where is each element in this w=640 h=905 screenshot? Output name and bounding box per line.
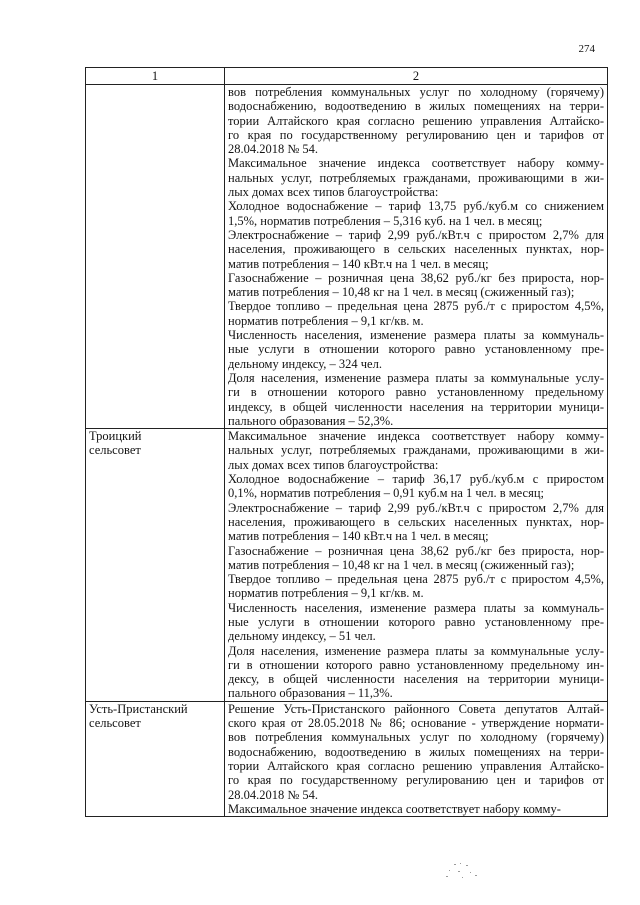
text-line: Холодное водоснабжение – тариф 13,75 руб./куб.м со снижением [228,199,604,214]
region-name-line: Троицкий [89,429,142,444]
text-line: Газоснабжение – розничная цена 38,62 руб./кг без прироста, нор- [228,543,604,558]
column-header-1: 1 [86,68,225,85]
text-line: дельному индексу, – 51 чел. [228,629,376,644]
text-line: го края по государственному регулированию цен и тарифов от [228,773,604,788]
region-cell [86,701,225,816]
data-table [85,67,608,817]
text-line: пального образования – 52,3%. [228,413,394,428]
paragraph [228,156,604,199]
text-line: Газоснабжение – розничная цена 38,62 руб./кг без прироста, нор- [228,270,604,285]
text-line: матив потребления – 140 кВт.ч на 1 чел. в месяц; [228,256,489,271]
text-line: ского края от 28.05.2018 № 86; основание - утверждение нормати- [228,716,604,731]
paragraph [228,271,604,300]
text-line: Электроснабжение – тариф 2,99 руб./кВт.ч с приростом 2,7% для [228,500,604,515]
region-cell [86,85,225,429]
text-line: ги в отношении которого равно установленному предельному ин- [228,657,604,672]
paragraph [228,371,604,428]
text-line: 28.04.2018 № 54. [228,787,319,802]
text-line: матив потребления – 10,48 кг на 1 чел. в месяц (сжиженный газ); [228,285,575,300]
text-line: норматив потребления – 9,1 кг/кв. м. [228,586,424,601]
text-line: 0,1%, норматив потребления – 0,91 куб.м на 1 чел. в месяц; [228,486,544,501]
region-name-line: сельсовет [89,716,141,731]
region-cell [86,429,225,702]
text-line: водоснабжению, водоотведению в жилых помещениях на терри- [228,744,604,759]
text-line: Численность населения, изменение размера платы за коммуналь- [228,600,604,615]
table-body [86,85,608,817]
scan-artifact-marks [440,862,500,882]
text-line: пального образования – 11,3%. [228,686,393,701]
table-header-row [86,68,608,85]
page-number: 274 [578,43,595,55]
paragraph [228,644,604,701]
text-line: Решение Усть-Пристанского районного Совета депутатов Алтай- [228,701,604,716]
paragraph [228,328,604,371]
text-line: индексу, в общей численности населения на территории муници- [228,399,604,414]
text-line: нальных услуг, потребляемых гражданами, проживающими в жи- [228,170,604,185]
table-row [86,429,608,702]
text-line: Максимальное значение индекса соответствует набору комму- [228,801,561,816]
text-line: 1,5%, норматив потребления – 5,316 куб. на 1 чел. в месяц; [228,213,543,228]
text-line: Твердое топливо – предельная цена 2875 руб./т с приростом 4,5%, [228,572,604,587]
paragraph [228,472,604,501]
paragraph [228,501,604,544]
paragraph [228,228,604,271]
text-line: вов потребления коммунальных услуг по холодному (горячему) [228,85,604,99]
text-line: дельному индексу, – 324 чел. [228,356,382,371]
text-line: матив потребления – 140 кВт.ч на 1 чел. в месяц; [228,529,489,544]
text-line: ги в отношении которого равно установленному предельному [228,385,604,400]
text-line: Твердое топливо – предельная цена 2875 руб./т с приростом 4,5%, [228,299,604,314]
text-line: населения, проживающего в сельских населенных пунктах, нор- [228,514,604,529]
text-line: Доля населения, изменение размера платы за коммунальные услу- [228,643,604,658]
paragraph [228,429,604,472]
text-line: нальных услуг, потребляемых гражданами, проживающими в жи- [228,443,604,458]
text-line: лых домах всех типов благоустройства: [228,457,439,472]
text-line: тории Алтайского края согласно решению управления Алтайско- [228,113,604,128]
text-line: вов потребления коммунальных услуг по холодному (горячему) [228,730,604,745]
text-line: водоснабжению, водоотведению в жилых помещениях на терри- [228,99,604,114]
description-cell [225,85,608,429]
text-line: 28.04.2018 № 54. [228,142,319,157]
text-line: матив потребления – 10,48 кг на 1 чел. в месяц (сжиженный газ); [228,557,575,572]
text-line: Холодное водоснабжение – тариф 36,17 руб./куб.м с приростом [228,472,604,487]
text-line: го края по государственному регулированию цен и тарифов от [228,127,604,142]
description-cell [225,429,608,702]
text-line: Доля населения, изменение размера платы за коммунальные услу- [228,370,604,385]
description-cell [225,701,608,816]
paragraph [228,544,604,573]
region-name-line: Усть-Пристанский [89,701,188,716]
text-line: ные услуги в отношении которого равно установленному пре- [228,614,604,629]
table-row [86,701,608,816]
paragraph [228,199,604,228]
text-line: Максимальное значение индекса соответствует набору комму- [228,429,604,444]
paragraph [228,702,604,802]
text-line: норматив потребления – 9,1 кг/кв. м. [228,313,424,328]
text-line: Численность населения, изменение размера платы за коммуналь- [228,328,604,343]
text-line: тории Алтайского края согласно решению управления Алтайско- [228,758,604,773]
text-line: дексу, в общей численности населения на территории муници- [228,672,604,687]
paragraph [228,572,604,601]
paragraph [228,85,604,156]
paragraph [228,299,604,328]
column-header-2: 2 [225,68,608,85]
paragraph [228,601,604,644]
table-row [86,85,608,429]
text-line: лых домах всех типов благоустройства: [228,185,439,200]
text-line: ные услуги в отношении которого равно установленному пре- [228,342,604,357]
text-line: населения, проживающего в сельских населенных пунктах, нор- [228,242,604,257]
region-name-line: сельсовет [89,443,141,458]
text-line: Максимальное значение индекса соответствует набору комму- [228,156,604,171]
paragraph [228,802,604,816]
text-line: Электроснабжение – тариф 2,99 руб./кВт.ч с приростом 2,7% для [228,227,604,242]
